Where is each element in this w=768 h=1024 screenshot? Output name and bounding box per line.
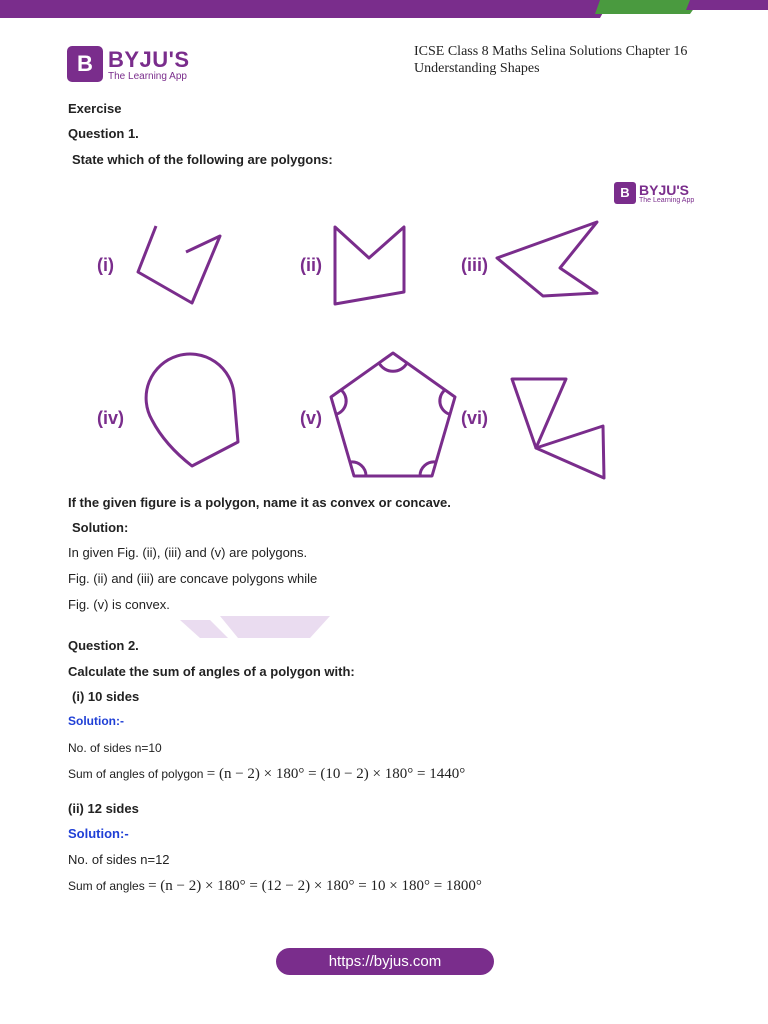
figure-logo-wordmark: BYJU'S [639, 182, 690, 198]
question-1-prompt: State which of the following are polygons: [72, 152, 333, 167]
question-1-followup: If the given figure is a polygon, name it as convex or concave. [68, 495, 451, 510]
figure-iv-shape [146, 354, 238, 466]
figure-label-v: (v) [300, 408, 322, 428]
top-decorative-bar [0, 0, 768, 22]
q2-part-2-sides: No. of sides n=12 [68, 852, 170, 867]
logo-tagline: The Learning App [108, 71, 187, 82]
figure-i-shape [138, 226, 220, 303]
q1-solution-line-1: In given Fig. (ii), (iii) and (v) are polygons. [68, 545, 308, 560]
figure-v-angle-arc-top [379, 363, 407, 371]
figure-vi-triangle-bottom [536, 426, 604, 478]
figure-v-shape [331, 353, 455, 476]
figure-v-angle-arc-right [440, 390, 449, 414]
figure-logo-tagline: The Learning App [639, 197, 695, 204]
figure-vi-triangle-top [512, 379, 566, 448]
figure-label-iv: (iv) [97, 408, 124, 428]
footer-url-link[interactable]: https://byjus.com [276, 948, 494, 975]
q2-part-1-formula-math: = (n − 2) × 180° = (10 − 2) × 180° = 1440° [206, 766, 466, 782]
q2-part-2-formula-prefix: Sum of angles [68, 879, 145, 893]
background-watermark [180, 610, 340, 638]
doc-title-line-2: Understanding Shapes [414, 61, 540, 76]
q2-part-1-sides: No. of sides n=10 [68, 741, 162, 755]
figure-logo-mark: B [614, 182, 636, 204]
q2-part-1-solution-label: Solution:- [68, 714, 124, 728]
q1-solution-line-2: Fig. (ii) and (iii) are concave polygons while [68, 571, 318, 586]
doc-title-line-1: ICSE Class 8 Maths Selina Solutions Chapter 16 [414, 44, 688, 59]
figure-logo [614, 182, 704, 208]
question-2-title: Question 2. [68, 638, 139, 653]
figure-label-ii: (ii) [300, 255, 322, 275]
figure-label-vi: (vi) [461, 408, 488, 428]
question-2-part-1-label: (i) 10 sides [72, 689, 140, 704]
figure-label-iii: (iii) [461, 255, 488, 275]
question-2-part-2-label: (ii) 12 sides [68, 801, 139, 816]
figure-v-angle-arc-bottom-right [420, 462, 436, 476]
figure-v-angle-arc-bottom-left [350, 462, 366, 476]
q2-part-2-formula [68, 878, 482, 895]
logo-wordmark: BYJU'S [108, 47, 190, 72]
q2-part-1-formula [68, 766, 465, 783]
question-2-prompt: Calculate the sum of angles of a polygon with: [68, 664, 355, 679]
exercise-heading: Exercise [68, 101, 122, 116]
byjus-logo [67, 46, 207, 86]
figure-label-i: (i) [97, 255, 114, 275]
q2-part-1-formula-prefix: Sum of angles of polygon [68, 767, 204, 781]
figure-iii-shape [497, 222, 597, 296]
question-1-title: Question 1. [68, 126, 139, 141]
q2-part-2-formula-math: = (n − 2) × 180° = (12 − 2) × 180° = 10 × 180° = 1800° [148, 878, 482, 894]
logo-mark: B [67, 46, 103, 82]
q1-solution-line-3: Fig. (v) is convex. [68, 597, 170, 612]
document-title [414, 43, 744, 77]
question-1-solution-label: Solution: [72, 520, 129, 535]
figure-ii-shape [335, 227, 404, 304]
q2-part-2-solution-label: Solution:- [68, 826, 129, 841]
figure-v-angle-arc-left [337, 390, 346, 414]
